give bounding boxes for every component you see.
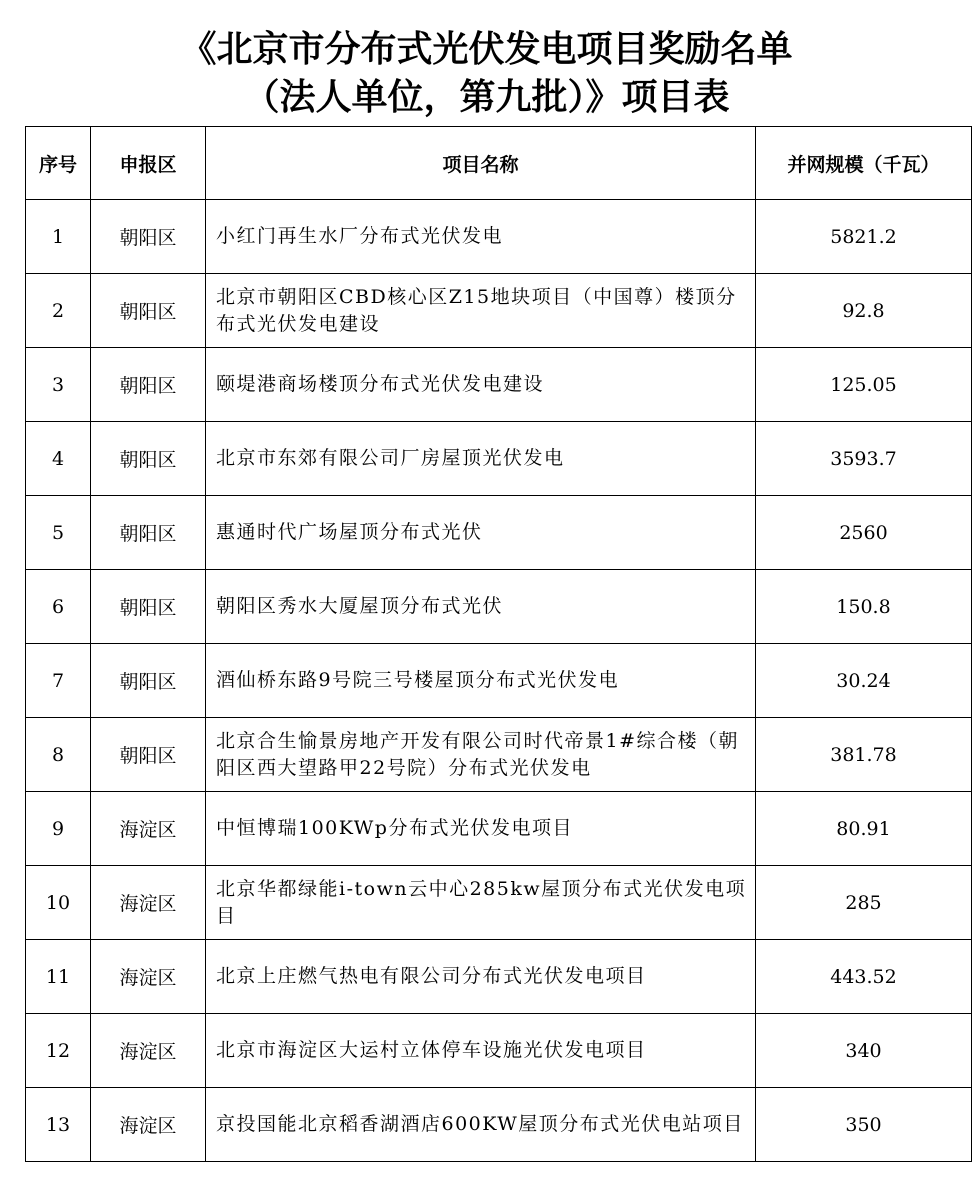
table-row [26,792,972,866]
row-project-name: 酒仙桥东路9号院三号楼屋顶分布式光伏发电 [206,644,756,718]
row-project-name: 北京华都绿能i-town云中心285kw屋顶分布式光伏发电项目 [206,866,756,940]
header-serial-number: 序号 [26,127,91,200]
row-capacity: 5821.2 [756,200,972,274]
row-district: 朝阳区 [91,570,206,644]
row-capacity: 30.24 [756,644,972,718]
row-district: 朝阳区 [91,496,206,570]
row-district: 海淀区 [91,940,206,1014]
row-project-name: 北京市海淀区大运村立体停车设施光伏发电项目 [206,1014,756,1088]
document-title-line-2: （法人单位，第九批）》项目表 [243,77,730,118]
table-row [26,1014,972,1088]
table-row [26,718,972,792]
row-district: 海淀区 [91,792,206,866]
document-title-line-1: 《北京市分布式光伏发电项目奖励名单 [180,29,793,70]
header-capacity: 并网规模（千瓦） [756,127,972,200]
table-row [26,570,972,644]
row-district: 朝阳区 [91,348,206,422]
row-project-name: 京投国能北京稻香湖酒店600KW屋顶分布式光伏电站项目 [206,1088,756,1162]
row-serial-number: 4 [26,422,91,496]
row-capacity: 285 [756,866,972,940]
row-capacity: 2560 [756,496,972,570]
row-district: 朝阳区 [91,422,206,496]
row-serial-number: 1 [26,200,91,274]
header-district: 申报区 [91,127,206,200]
table-row [26,274,972,348]
row-capacity: 340 [756,1014,972,1088]
row-project-name: 小红门再生水厂分布式光伏发电 [206,200,756,274]
table-row [26,422,972,496]
table-row [26,644,972,718]
row-district: 海淀区 [91,1014,206,1088]
row-project-name: 颐堤港商场楼顶分布式光伏发电建设 [206,348,756,422]
row-serial-number: 8 [26,718,91,792]
row-serial-number: 13 [26,1088,91,1162]
row-capacity: 92.8 [756,274,972,348]
row-capacity: 80.91 [756,792,972,866]
table-row [26,348,972,422]
table-row [26,200,972,274]
row-serial-number: 5 [26,496,91,570]
row-serial-number: 6 [26,570,91,644]
row-project-name: 北京上庄燃气热电有限公司分布式光伏发电项目 [206,940,756,1014]
row-capacity: 443.52 [756,940,972,1014]
table-row [26,496,972,570]
table-row [26,1088,972,1162]
row-capacity: 381.78 [756,718,972,792]
row-project-name: 朝阳区秀水大厦屋顶分布式光伏 [206,570,756,644]
row-capacity: 150.8 [756,570,972,644]
row-district: 朝阳区 [91,200,206,274]
row-project-name: 中恒博瑞100KWp分布式光伏发电项目 [206,792,756,866]
row-serial-number: 12 [26,1014,91,1088]
row-capacity: 350 [756,1088,972,1162]
row-capacity: 3593.7 [756,422,972,496]
row-project-name: 北京市东郊有限公司厂房屋顶光伏发电 [206,422,756,496]
row-capacity: 125.05 [756,348,972,422]
row-serial-number: 10 [26,866,91,940]
row-district: 朝阳区 [91,274,206,348]
row-serial-number: 3 [26,348,91,422]
row-project-name: 北京合生愉景房地产开发有限公司时代帝景1#综合楼（朝阳区西大望路甲22号院）分布式光伏发电 [206,718,756,792]
header-project-name: 项目名称 [206,127,756,200]
row-serial-number: 11 [26,940,91,1014]
row-district: 海淀区 [91,866,206,940]
row-district: 海淀区 [91,1088,206,1162]
row-project-name: 北京市朝阳区CBD核心区Z15地块项目（中国尊）楼顶分布式光伏发电建设 [206,274,756,348]
table-row [26,866,972,940]
row-serial-number: 7 [26,644,91,718]
row-project-name: 惠通时代广场屋顶分布式光伏 [206,496,756,570]
table-header-row [26,127,972,200]
row-district: 朝阳区 [91,644,206,718]
table-row [26,940,972,1014]
row-serial-number: 9 [26,792,91,866]
project-table [25,126,972,1162]
row-district: 朝阳区 [91,718,206,792]
row-serial-number: 2 [26,274,91,348]
